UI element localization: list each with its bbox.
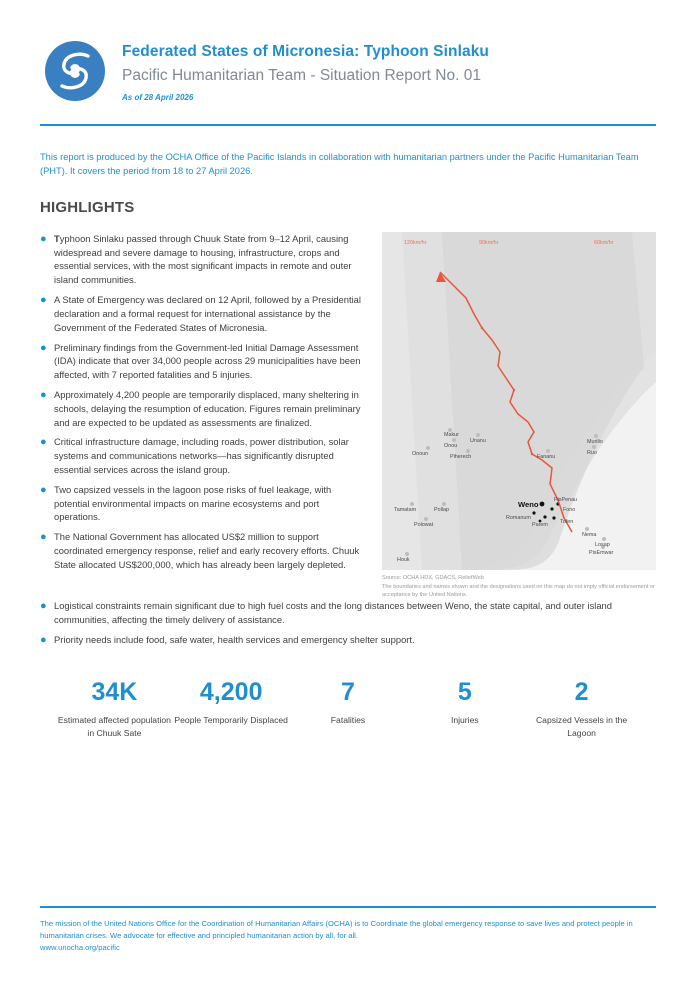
map-place-label: Fono	[563, 506, 576, 513]
stat-capsized-vessels	[523, 679, 640, 739]
stat-value: 7	[341, 677, 355, 706]
map-place-label: Fananu	[537, 453, 556, 460]
map-place-label: Nema	[582, 531, 597, 538]
wind-speed-label: 90km/hr	[479, 239, 499, 246]
map-place-label: Unanu	[470, 437, 486, 444]
stat-value: 2	[574, 677, 589, 706]
list-item-text: Two capsized vessels in the lagoon pose risks of fuel leakage, with potential environmental impacts on marine ecosystems and port operations.	[54, 483, 332, 523]
highlights-and-map-row	[40, 232, 656, 599]
bullet-dot-icon: ●	[40, 232, 47, 245]
stat-label: People Temporarily Displaced	[174, 715, 288, 726]
stat-fatalities	[290, 679, 407, 739]
bullet-dot-icon: ●	[40, 633, 47, 646]
wind-speed-label: 60km/hr	[594, 239, 614, 246]
page-title: Federated States of Micronesia: Typhoon Sinlaku	[122, 43, 490, 60]
stat-label: Estimated affected population in Chuuk Sate	[57, 715, 171, 738]
map-place-label: Pollap	[434, 506, 449, 513]
list-item	[40, 341, 368, 382]
highlights-bullet-list	[40, 232, 380, 599]
map-place-label: Houk	[397, 556, 410, 563]
page-subtitle: Pacific Humanitarian Team - Situation Report No. 01	[122, 66, 481, 84]
document-footer	[40, 906, 656, 954]
map-place-label: Romanum	[506, 514, 531, 521]
list-item	[40, 232, 368, 287]
stat-value: 4,200	[199, 677, 263, 706]
map-place-label: Losap	[595, 541, 610, 548]
map-place-label: PisEmwar	[589, 549, 614, 556]
map-place-label: Makur	[444, 431, 459, 438]
map-place-label: Parem	[532, 521, 548, 528]
intro-paragraph: This report is produced by the OCHA Office of the Pacific Islands in collaboration with humanitarian partners under the Pacific Humanitarian Team (PHT). It covers the period from 18 to 27 April 2026.	[40, 152, 639, 177]
map-place-label: Piherech	[450, 453, 472, 460]
bullet-dot-icon: ●	[40, 388, 47, 401]
stat-label: Fatalities	[330, 715, 366, 726]
map-place-label: Polowat	[414, 521, 434, 528]
highlights-heading: HIGHLIGHTS	[40, 198, 135, 216]
footer-website-link[interactable]: www.unocha.org/pacific	[40, 942, 120, 952]
header-text-block	[122, 38, 489, 102]
list-item-text: Critical infrastructure damage, including roads, power distribution, solar systems and communications networks—has significantly disrupted essential services across the island group.	[54, 436, 349, 475]
list-item-text: Typhoon Sinlaku passed through Chuuk State from 9–12 April, causing widespread and severe damage to housing, infrastructure, crops and essential services, with the most significant impacts in remote and outer island communities.	[54, 232, 352, 286]
map-column	[380, 232, 656, 599]
stat-label: Capsized Vessels in the Lagoon	[535, 715, 628, 738]
map-disclaimer: The boundaries and names shown and the designations used on this map do not imply official endorsement or acceptance by the United Nations.	[382, 583, 655, 599]
list-item	[40, 633, 656, 649]
bullet-dot-icon: ●	[40, 436, 47, 449]
stat-injuries	[406, 679, 523, 739]
list-item-text: Priority needs include food, safe water, health services and emergency shelter support.	[54, 633, 415, 645]
list-item-text: A State of Emergency was declared on 12 April, followed by a Presidential declaration and a formal request for international assistance by the Government of the Federated States of Micronesia.	[54, 294, 361, 333]
stat-affected-population	[56, 679, 173, 739]
list-item	[40, 435, 368, 476]
bullet-dot-icon: ●	[40, 294, 47, 307]
list-item	[40, 483, 368, 524]
stat-displaced	[173, 679, 290, 739]
map-source-line: Source: OCHA HDX, GDACS, ReliefWeb	[382, 574, 484, 581]
map-place-label: Onou	[444, 442, 458, 449]
list-item-text: Logistical constraints remain significant due to high fuel costs and the long distances between Weno, the state capital, and outer island communities, affecting the timely delivery of assistance.	[54, 600, 612, 625]
stat-value: 5	[457, 677, 472, 706]
bullet-dot-icon: ●	[40, 483, 47, 496]
header-divider	[40, 124, 656, 126]
map-place-label: Tofen	[560, 518, 574, 525]
map-place-label-weno: Weno	[518, 499, 539, 509]
map-place-label: Onoun	[412, 450, 429, 457]
report-date: As of 28 April 2026	[122, 92, 194, 102]
list-item	[40, 530, 368, 571]
map-place-label: PisPenau	[554, 496, 578, 503]
footer-divider	[40, 906, 656, 908]
wind-speed-label: 120km/hr	[404, 239, 427, 246]
stat-value: 34K	[91, 677, 138, 706]
footer-mission-text: The mission of the United Nations Office for the Coordination of Humanitarian Affairs (OCHA) is to Coordinate the global emergency response to save lives and protect people in humanitarian crises. We advocate for effective and principled humanitarian action by all, for all.	[40, 918, 633, 940]
bullet-dot-icon: ●	[40, 341, 47, 354]
list-item	[40, 388, 368, 429]
map-place-label: Ruo	[587, 449, 597, 456]
key-figures-row	[40, 679, 656, 739]
ocha-spiral-logo-icon	[44, 40, 106, 102]
highlights-bullet-list-wide	[40, 599, 656, 649]
typhoon-track-map[interactable]	[382, 232, 656, 570]
map-place-label: Murilio	[587, 438, 603, 445]
list-item-text: The National Government has allocated US$2 million to support coordinated emergency response, relief and early recovery efforts. Chuuk State allocated US$200,000, which has already been largely depleted.	[54, 531, 360, 570]
list-item	[40, 599, 656, 627]
bullet-dot-icon: ●	[40, 600, 47, 613]
bullet-dot-icon: ●	[40, 531, 47, 544]
stat-label: Injuries	[450, 715, 479, 726]
map-place-label: Tamatam	[394, 506, 417, 513]
list-item-text: Approximately 4,200 people are temporarily displaced, many sheltering in schools, delaying the resumption of education. Figures remain preliminary and are expected to be updated as assessments are finalized.	[54, 388, 361, 428]
document-header	[40, 0, 656, 102]
list-item-text: Preliminary findings from the Government-led Initial Damage Assessment (IDA) indicate that over 34,000 people across 29 municipalities have been affected, with 7 reported fatalities and 5 injuries.	[54, 341, 361, 381]
list-item	[40, 293, 368, 334]
